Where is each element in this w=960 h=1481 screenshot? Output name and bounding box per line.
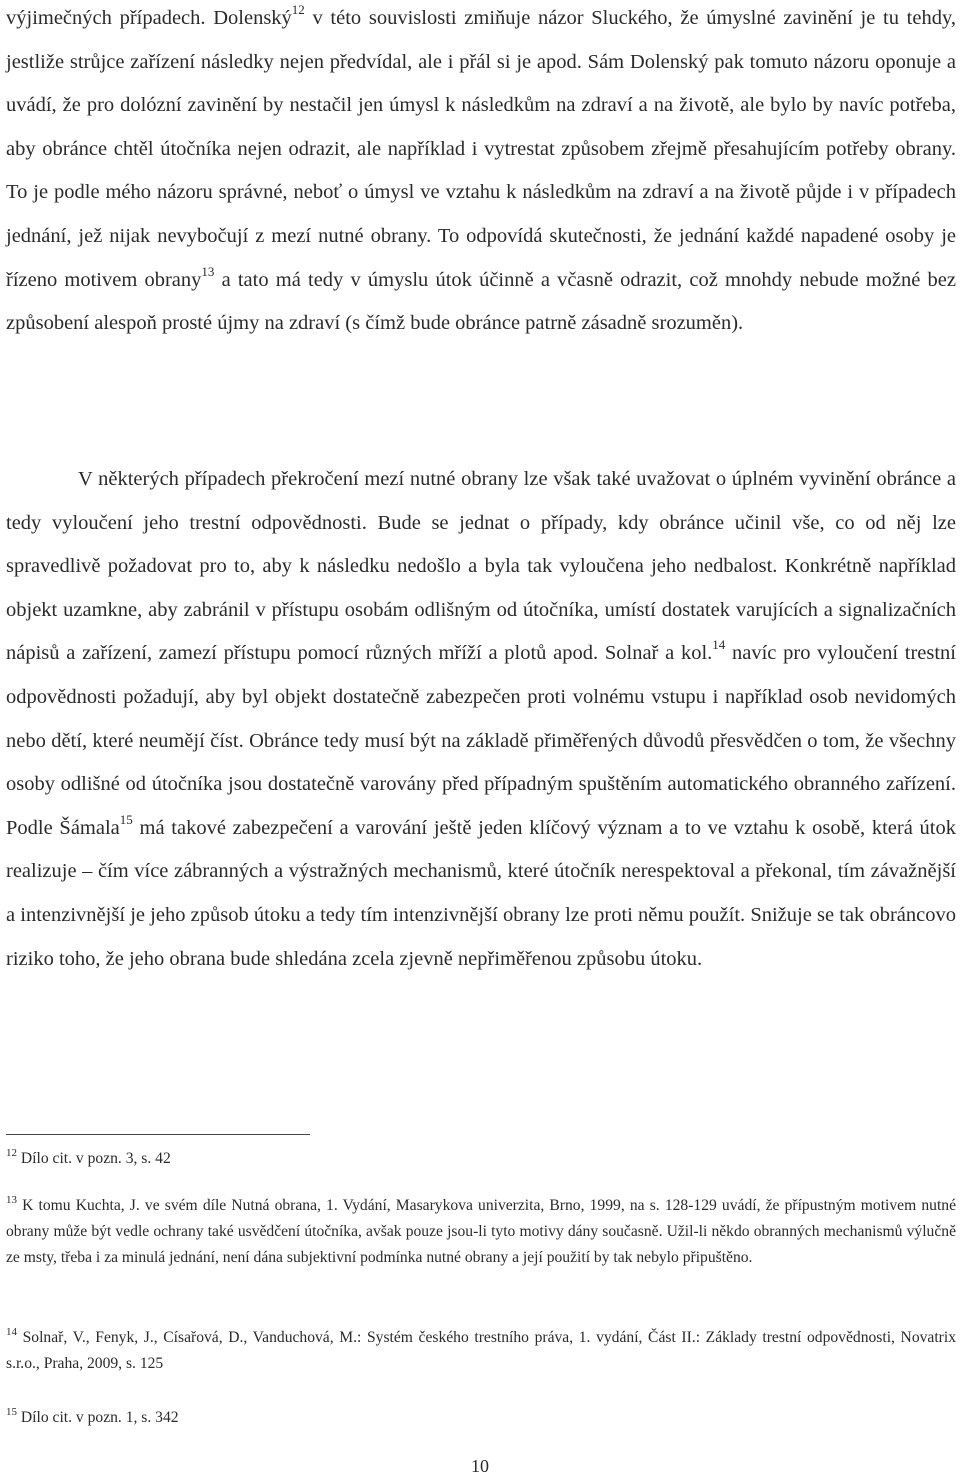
footnote-14 <box>6 1325 956 1377</box>
paragraph-2-text-b: navíc pro vyloučení trestní odpovědnosti požadují, aby byl objekt dostatečně zabezpečen proti volnému vstupu i například osob nevidomých nebo dětí, které neumějí číst. Obránce tedy musí být na základě přiměřených důvodů přesvědčen o tom, že všechny osoby odlišné od útočníka jsou dostatečně varovány před případným spuštěním automatického obranného zařízení. Podle Šámala <box>6 642 956 839</box>
footnote-text: Solnař, V., Fenyk, J., Císařová, D., Vanduchová, M.: Systém českého trestního práva, 1. vydání, Část II.: Základy trestní odpovědnosti, Novatrix s.r.o., Praha, 2009, s. 125 <box>6 1329 956 1372</box>
footnote-ref-12[interactable]: 12 <box>291 2 305 17</box>
footnote-text: K tomu Kuchta, J. ve svém díle Nutná obrana, 1. Vydání, Masarykova univerzita, Brno, 1999, na s. 128-129 uvádí, že přípustným motivem nutné obrany může být vedle ochrany také usvědčení útočníka, avšak pouze jsou-li tyto motivy dány současně. Užil-li někdo obranných mechanismů výlučně ze msty, třeba i za minulá jednání, není dána subjektivní podmínka nutné obrany a její použití by tak nebylo připuštěno. <box>6 1197 956 1266</box>
footnote-number: 14 <box>6 1326 17 1338</box>
footnote-13 <box>6 1193 956 1271</box>
footnote-number: 13 <box>6 1194 17 1206</box>
body-paragraph-1 <box>6 0 956 346</box>
footnote-ref-15[interactable]: 15 <box>119 811 133 827</box>
page-number: 10 <box>471 1456 489 1476</box>
footnote-12 <box>6 1146 956 1172</box>
paragraph-1-text-b: v této souvislosti zmiňuje názor Sluckého, že úmyslné zavinění je tu tehdy, jestliže strůjce zařízení následky nejen předvídal, ale i přál si je apod. Sám Dolenský pak tomuto názoru oponuje a uvádí, že pro dolózní zavinění by nestačil jen úmysl k následkům na zdraví a na životě, ale bylo by navíc potřeba, aby obránce chtěl útočníka nejen odrazit, ale například i vytrestat způsobem zřejmě přesahujícím potřeby obrany. To je podle mého názoru správné, neboť o úmysl ve vztahu k následkům na zdraví a na životě půjde i v případech jednání, jež nijak nevybočují z mezí nutné obrany. To odpovídá skutečnosti, že jednání každé napadené osoby je řízeno motivem obrany <box>6 7 956 291</box>
footnote-number: 12 <box>6 1147 17 1159</box>
body-paragraph-2 <box>6 458 956 981</box>
footnote-text: Dílo cit. v pozn. 3, s. 42 <box>17 1150 171 1167</box>
paragraph-1-text-a: výjimečných případech. Dolenský <box>6 7 292 29</box>
footnote-15 <box>6 1405 956 1431</box>
paragraph-2-text-c: má takové zabezpečení a varování ještě jeden klíčový význam a to ve vztahu k osobě, která útok realizuje – čím více zábranných a výstražných mechanismů, které útočník nerespektoval a překonal, tím závažnější a intenzivnější je jeho způsob útoku a tedy tím intenzivnější obrany lze proti němu použít. Snižuje se tak obráncovo riziko toho, že jeho obrana bude shledána zcela zjevně nepřiměřenou způsobu útoku. <box>6 816 956 970</box>
paragraph-1-text-c: a tato má tedy v úmyslu útok účinně a včasně odrazit, což mnohdy nebude možné bez způsobení alespoň prosté újmy na zdraví (s čímž bude obránce patrně zásadně srozuměn). <box>6 268 956 335</box>
paragraph-2-text-a: V některých případech překročení mezí nutné obrany lze však také uvažovat o úplném vyvinění obránce a tedy vyloučení jeho trestní odpovědnosti. Bude se jednat o případy, kdy obránce učinil vše, co od něj lze spravedlivě požadovat pro to, aby k následku nedošlo a byla tak vyloučena jeho nedbalost. Konkrétně například objekt uzamkne, aby zabránil v přístupu osobám odlišným od útočníka, umístí dostatek varujících a signalizačních nápisů a zařízení, zamezí přístupu pomocí různých mříží a plotů apod. Solnař a kol. <box>6 468 956 665</box>
footnote-ref-13[interactable]: 13 <box>201 263 215 279</box>
footnote-text: Dílo cit. v pozn. 1, s. 342 <box>17 1409 179 1426</box>
footnote-ref-14[interactable]: 14 <box>712 637 726 653</box>
footnote-number: 15 <box>6 1406 17 1418</box>
footnote-separator <box>6 1134 310 1135</box>
